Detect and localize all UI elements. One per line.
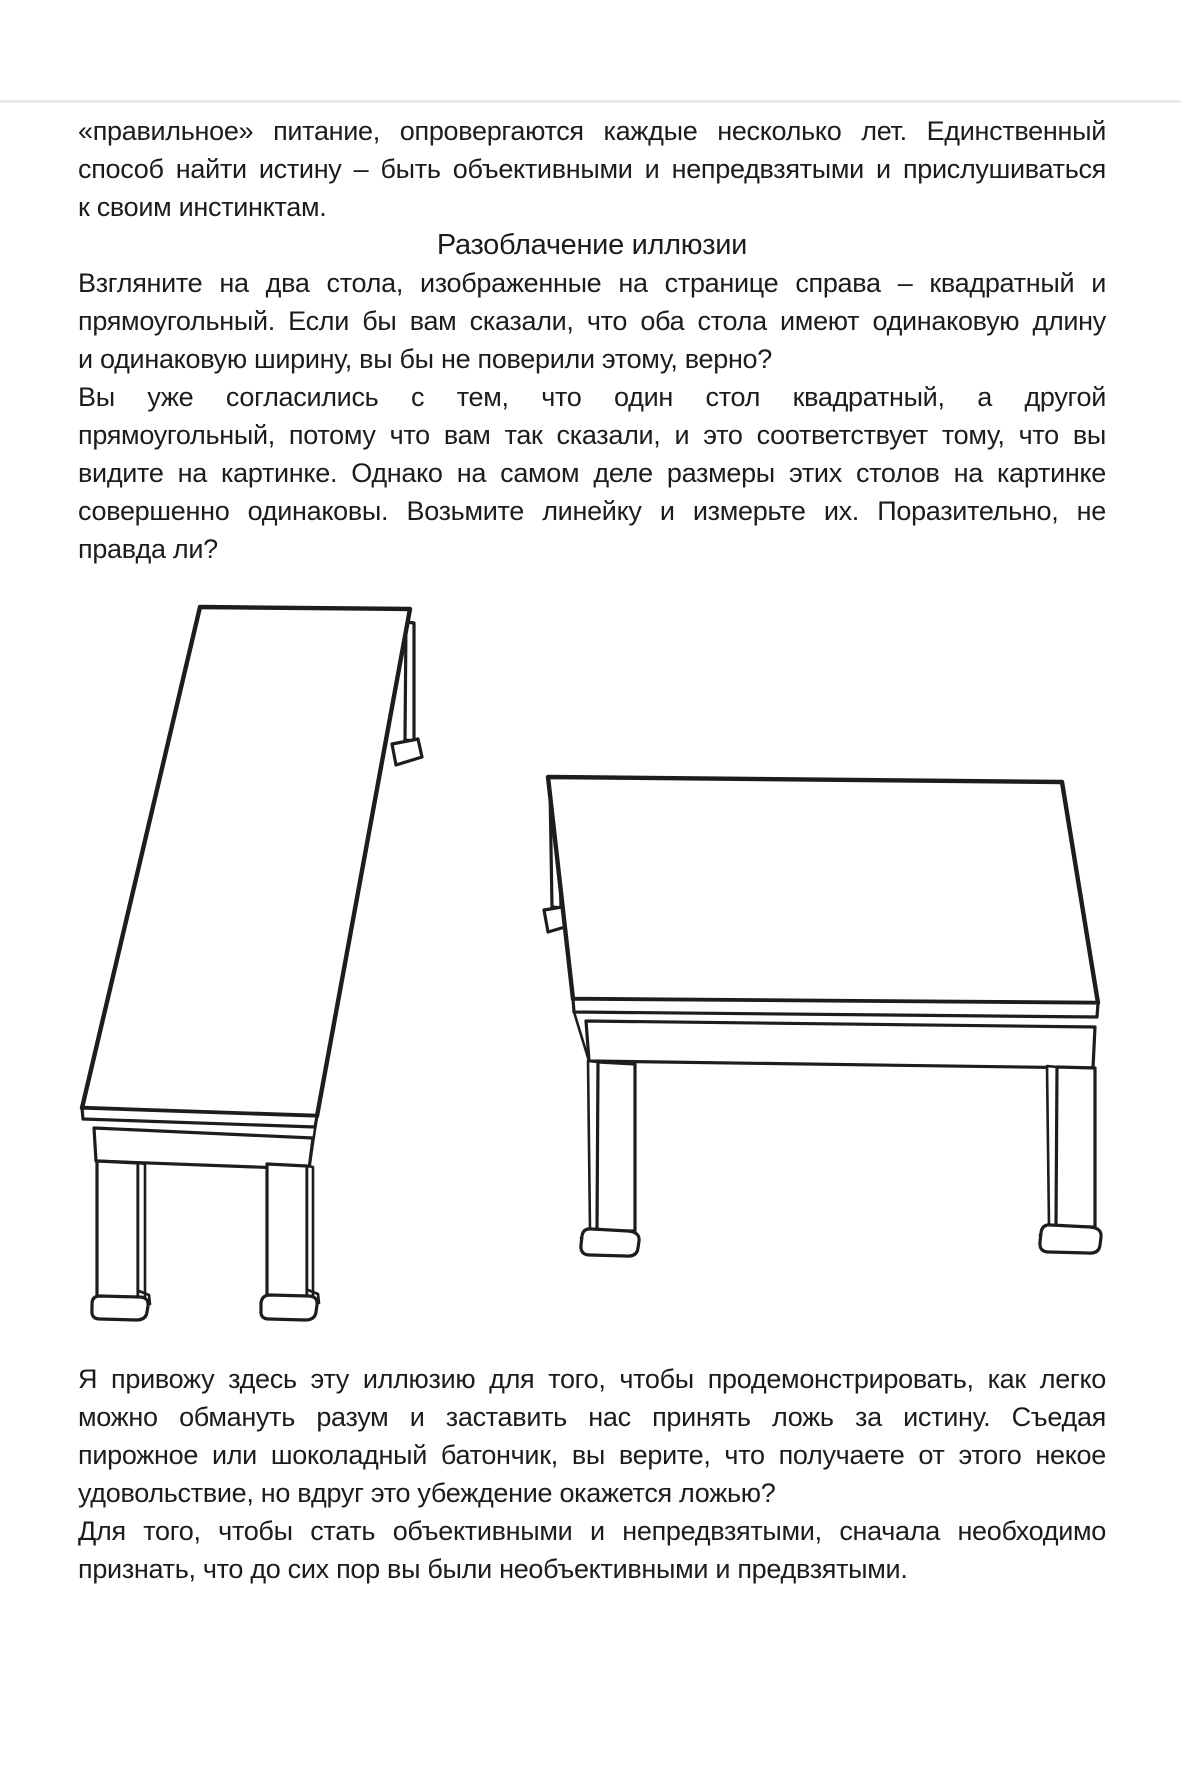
bottom-text-block — [78, 1360, 1106, 1588]
right-table-front-right-leg-side — [1047, 1066, 1057, 1227]
right-table-front-left-foot — [581, 1229, 639, 1256]
left-table-back-leg — [405, 622, 414, 741]
top-text-block — [78, 112, 1106, 568]
paragraph — [78, 1512, 1106, 1588]
left-table-front-left-leg-side — [138, 1163, 145, 1298]
paragraph — [78, 112, 1106, 226]
text-line: признать, что до сих пор вы были необъективными и предвзятыми. — [78, 1554, 908, 1584]
paragraph — [78, 1360, 1106, 1512]
text-line: к своим инстинктам. — [78, 192, 327, 222]
text-line: Я привожу здесь эту иллюзию для того, чтобы продемонстрировать, как легко — [78, 1364, 1106, 1394]
paragraph — [78, 378, 1106, 568]
text-line: прямоугольный. Если бы вам сказали, что оба стола имеют одинаковую длину — [78, 306, 1106, 336]
right-table-front-left-leg-side — [588, 1061, 598, 1231]
right-table-top-edge-band — [573, 999, 1098, 1017]
left-table-front-left-foot-nub — [139, 1291, 150, 1304]
right-table-front-left-foot-nub — [581, 1229, 592, 1238]
right-table-back-foot — [544, 906, 572, 932]
text-line: и одинаковую ширину, вы бы не поверили этому, верно? — [78, 344, 772, 374]
text-line: Вы уже согласились с тем, что один стол квадратный, а другой — [78, 382, 1106, 412]
left-table-illustration — [82, 607, 422, 1320]
right-table-apron-side-line — [574, 1012, 589, 1061]
left-table-edge-line — [309, 1116, 317, 1169]
text-line: Взгляните на два стола, изображенные на странице справа – квадратный и — [78, 268, 1106, 298]
right-table-front-right-foot — [1040, 1225, 1101, 1253]
left-table-front-left-foot — [92, 1296, 148, 1320]
text-line: видите на картинке. Однако на самом деле размеры этих столов на картинке — [78, 458, 1106, 488]
text-line: пирожное или шоколадный батончик, вы верите, что получаете от этого некое — [78, 1440, 1106, 1470]
left-table-front-left-leg — [97, 1161, 138, 1298]
text-line: совершенно одинаковы. Возьмите линейку и измерьте их. Поразительно, не — [78, 496, 1106, 526]
right-table-back-leg — [550, 787, 561, 908]
scan-artifact-line — [0, 100, 1181, 103]
right-table-front-right-foot-nub — [1040, 1226, 1051, 1235]
left-table-top-edge-band — [82, 1108, 317, 1127]
text-line: правда ли? — [78, 534, 218, 564]
right-table-illustration — [544, 777, 1101, 1256]
right-table-front-left-leg — [597, 1062, 635, 1231]
text-line: «правильное» питание, опровергаются каждые несколько лет. Единственный — [78, 116, 1106, 146]
left-table-front-right-leg — [267, 1164, 307, 1297]
left-table-front-right-foot-nub — [308, 1290, 319, 1303]
right-table-front-right-leg — [1056, 1067, 1095, 1227]
paragraph — [78, 264, 1106, 378]
left-table-front-right-foot — [261, 1295, 317, 1320]
text-line: способ найти истину – быть объективными и непредвзятыми и прислушиваться — [78, 154, 1106, 184]
text-line: можно обмануть разум и заставить нас принять ложь за истину. Съедая — [78, 1402, 1106, 1432]
text-line: удовольствие, но вдруг это убеждение окажется ложью? — [78, 1478, 776, 1508]
text-line: Разоблачение иллюзии — [436, 229, 748, 261]
left-table-front-right-leg-side — [307, 1166, 313, 1297]
right-table-top — [548, 777, 1098, 1003]
left-table-top — [82, 607, 410, 1116]
text-line: Для того, чтобы стать объективными и непредвзятыми, сначала необходимо — [78, 1516, 1106, 1546]
text-line: прямоугольный, потому что вам так сказали, и это соответствует тому, что вы — [78, 420, 1106, 450]
right-table-apron — [586, 1021, 1095, 1068]
left-table-apron — [94, 1128, 313, 1169]
left-table-back-foot — [392, 739, 422, 765]
section-heading — [78, 226, 1106, 264]
